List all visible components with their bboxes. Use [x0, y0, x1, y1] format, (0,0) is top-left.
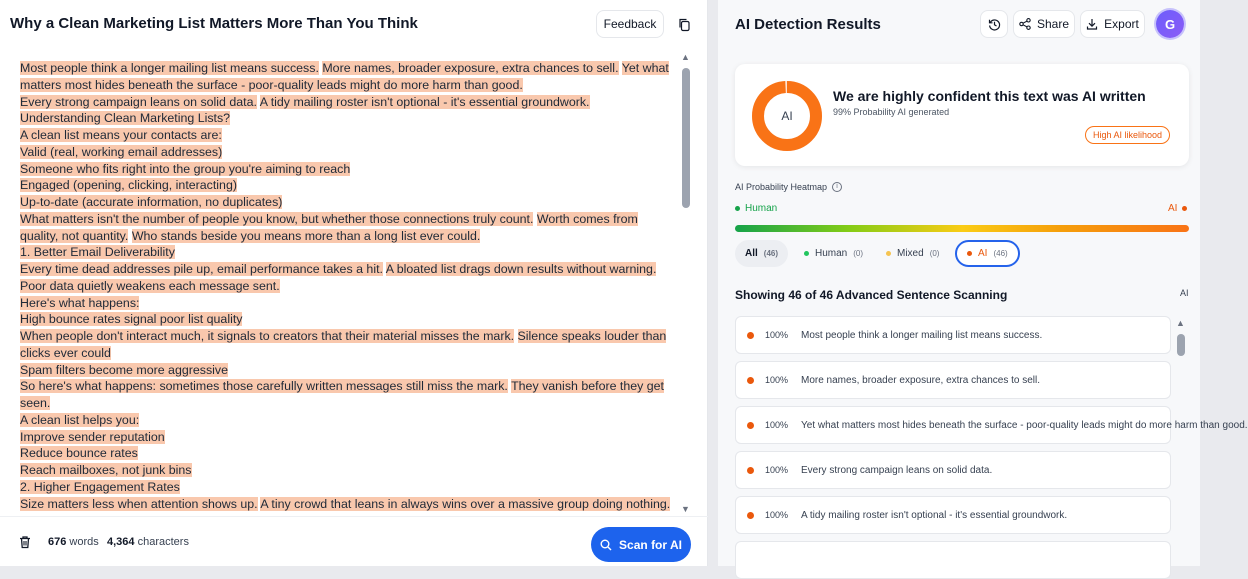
- character-count-value: 4,364: [107, 536, 135, 548]
- ai-dot-icon: [747, 332, 754, 339]
- document-paragraph: [20, 110, 675, 127]
- info-icon[interactable]: i: [832, 182, 842, 192]
- ai-end-label: AI: [1168, 203, 1178, 214]
- sentence-row[interactable]: [735, 316, 1171, 354]
- sentence-text: Yet what matters most hides beneath the surface - poor-quality leads might do more harm than good.: [801, 419, 1248, 431]
- heatmap-ai-end: [1168, 203, 1187, 214]
- highlighted-sentence: Every strong campaign leans on solid data.: [20, 94, 257, 109]
- results-title: AI Detection Results: [735, 16, 881, 33]
- scroll-thumb[interactable]: [1177, 334, 1185, 356]
- highlighted-sentence: Spam filters become more aggressive: [20, 362, 228, 377]
- export-label: Export: [1104, 17, 1139, 31]
- highlighted-sentence: So here's what happens: sometimes those carefully written messages still miss the mark.: [20, 379, 508, 394]
- highlighted-sentence: Worth comes from quality, not quantity.: [20, 211, 638, 243]
- highlighted-sentence: 2. Higher Engagement Rates: [20, 479, 180, 494]
- document-paragraph: [20, 177, 675, 194]
- share-label: Share: [1036, 17, 1070, 31]
- sentence-percent: 100%: [765, 510, 789, 520]
- sentence-percent: 100%: [765, 375, 789, 385]
- mixed-dot-icon: [886, 251, 891, 256]
- tab-ai-count: (46): [993, 249, 1008, 258]
- ai-dot-icon: [747, 467, 754, 474]
- document-paragraph: [20, 445, 675, 462]
- document-paragraph: [20, 362, 675, 379]
- sentence-row[interactable]: [735, 541, 1171, 579]
- ai-dot-icon: [1182, 206, 1187, 211]
- document-paragraph: [20, 295, 675, 312]
- document-paragraph: [20, 261, 675, 295]
- highlighted-sentence: When people don't interact much, it signals to creators that their material misses the mark.: [20, 329, 515, 343]
- download-icon: [1086, 18, 1098, 30]
- highlighted-sentence: What matters isn't the number of people you know, but whether those connections truly count.: [20, 211, 534, 226]
- editor-scrollbar[interactable]: [680, 52, 692, 514]
- sentence-scrollbar[interactable]: [1174, 318, 1188, 566]
- highlighted-sentence: Engaged (opening, clicking, interacting): [20, 178, 237, 193]
- document-paragraph: [20, 211, 675, 245]
- highlighted-sentence: A tiny crowd that leans in always wins over a massive group doing nothing.: [260, 496, 671, 511]
- tab-mixed-label: Mixed: [897, 248, 924, 259]
- tab-all-count: (46): [763, 249, 779, 258]
- tab-human[interactable]: [794, 240, 873, 267]
- user-avatar[interactable]: G: [1156, 10, 1184, 38]
- tab-mixed-count: (0): [929, 249, 940, 258]
- highlighted-sentence: A tidy mailing roster isn't optional - it's essential groundwork.: [259, 94, 590, 109]
- highlighted-sentence: Here's what happens:: [20, 295, 140, 310]
- word-count: [48, 536, 99, 548]
- highlighted-sentence: Yet what matters most hides beneath the surface - poor-quality leads might do more harm than good.: [20, 61, 669, 92]
- editor-header: [0, 0, 708, 48]
- heatmap-human-end: [735, 203, 777, 214]
- tab-mixed[interactable]: [876, 240, 949, 267]
- highlighted-sentence: Silence speaks louder than clicks ever could: [20, 329, 667, 360]
- highlighted-sentence: A bloated list drags down results without warning.: [385, 262, 657, 276]
- editor-footer: [0, 516, 708, 566]
- sentence-text: More names, broader exposure, extra chances to sell.: [801, 374, 1041, 386]
- document-paragraph: [20, 144, 675, 161]
- ai-column-label: AI: [1180, 288, 1189, 298]
- sentence-text: A tidy mailing roster isn't optional - it's essential groundwork.: [801, 509, 1068, 521]
- sentence-text: Most people think a longer mailing list means success.: [801, 329, 1043, 341]
- ai-dot-icon: [747, 422, 754, 429]
- export-button[interactable]: [1080, 10, 1145, 38]
- human-dot-icon: [804, 251, 809, 256]
- scroll-down-icon[interactable]: ▼: [681, 504, 690, 514]
- probability-text: 99% Probability AI generated: [833, 107, 950, 117]
- scan-button-label: Scan for AI: [619, 537, 682, 552]
- highlighted-sentence: A clean list means your contacts are:: [20, 128, 222, 142]
- document-paragraph: [20, 311, 675, 328]
- verdict-text: We are highly confident this text was AI written: [833, 88, 1146, 104]
- document-paragraph: [20, 462, 675, 479]
- tab-human-count: (0): [853, 249, 864, 258]
- result-summary-card: [735, 64, 1189, 166]
- sentence-percent: 100%: [765, 420, 789, 430]
- share-button[interactable]: [1013, 10, 1075, 38]
- highlighted-sentence: Someone who fits right into the group you're aiming to reach: [20, 161, 351, 176]
- document-paragraph: [20, 60, 675, 94]
- tab-ai[interactable]: [955, 240, 1020, 267]
- tab-all[interactable]: [735, 240, 788, 267]
- document-paragraph: [20, 244, 675, 261]
- sentence-percent: 100%: [765, 465, 789, 475]
- highlighted-sentence: Most people think a longer mailing list means success.: [20, 61, 319, 75]
- history-icon: [988, 18, 1001, 31]
- highlighted-sentence: Reduce bounce rates: [20, 446, 138, 461]
- copy-button[interactable]: [672, 10, 696, 38]
- scan-for-ai-button[interactable]: [591, 527, 691, 562]
- document-paragraph: [20, 94, 675, 111]
- document-paragraph: [20, 479, 675, 496]
- human-end-label: Human: [745, 203, 778, 214]
- document-paragraph: [20, 328, 675, 362]
- highlighted-sentence: Reach mailboxes, not junk bins: [20, 463, 192, 477]
- heatmap-bar: [735, 225, 1189, 232]
- document-paragraph: [20, 194, 675, 211]
- character-count: [107, 536, 189, 548]
- highlighted-sentence: Every time dead addresses pile up, email performance takes a hit.: [20, 262, 383, 276]
- document-paragraph: [20, 161, 675, 178]
- highlighted-sentence: Size matters less when attention shows up.: [20, 496, 258, 511]
- heatmap-heading: [735, 182, 842, 192]
- ai-dot-icon: [967, 251, 972, 256]
- document-paragraph: [20, 378, 675, 412]
- document-paragraph: [20, 496, 675, 513]
- document-title: Why a Clean Marketing List Matters More Than You Think: [10, 15, 418, 32]
- search-icon: [600, 539, 612, 551]
- sentence-list-heading: Showing 46 of 46 Advanced Sentence Scanning: [735, 288, 1008, 302]
- highlighted-sentence: Improve sender reputation: [20, 429, 165, 444]
- sentence-row[interactable]: [735, 406, 1248, 444]
- document-paragraph: [20, 127, 675, 144]
- scroll-up-icon[interactable]: ▲: [1176, 318, 1185, 328]
- feedback-button[interactable]: Feedback: [596, 10, 664, 38]
- word-count-value: 676: [48, 536, 67, 548]
- tab-all-label: All: [745, 248, 758, 259]
- trash-icon[interactable]: [18, 535, 32, 549]
- tab-ai-label: AI: [978, 248, 988, 259]
- character-count-label: characters: [137, 536, 189, 548]
- highlighted-sentence: A clean list helps you:: [20, 412, 140, 427]
- word-count-label: words: [69, 536, 99, 548]
- history-button[interactable]: [980, 10, 1008, 38]
- sentence-percent: 100%: [765, 330, 789, 340]
- likelihood-badge: High AI likelihood: [1085, 126, 1170, 144]
- gauge-label: AI: [781, 109, 793, 123]
- tab-human-label: Human: [815, 248, 848, 259]
- ai-dot-icon: [747, 377, 754, 384]
- ai-dot-icon: [747, 512, 754, 519]
- document-text[interactable]: [20, 60, 675, 515]
- highlighted-sentence: Poor data quietly weakens each message sent.: [20, 278, 280, 293]
- sentence-row[interactable]: [735, 496, 1171, 534]
- results-panel: [718, 0, 1248, 566]
- sentence-text: Every strong campaign leans on solid data.: [801, 464, 993, 476]
- highlighted-sentence: 1. Better Email Deliverability: [20, 245, 175, 260]
- highlighted-sentence: More names, broader exposure, extra chances to sell.: [322, 61, 619, 75]
- heatmap-label: AI Probability Heatmap: [735, 182, 828, 192]
- highlighted-sentence: Valid (real, working email addresses): [20, 144, 223, 159]
- highlighted-sentence: Up-to-date (accurate information, no duplicates): [20, 195, 283, 209]
- sentence-row[interactable]: [735, 451, 1171, 489]
- document-paragraph: [20, 412, 675, 429]
- document-paragraph: [20, 429, 675, 446]
- share-icon: [1019, 18, 1031, 30]
- scroll-up-icon[interactable]: ▲: [681, 52, 690, 62]
- copy-icon: [678, 18, 690, 31]
- scroll-thumb[interactable]: [682, 68, 690, 208]
- highlighted-sentence: Who stands beside you means more than a long list ever could.: [131, 228, 481, 243]
- human-dot-icon: [735, 206, 740, 211]
- highlighted-sentence: High bounce rates signal poor list quality: [20, 312, 243, 327]
- highlighted-sentence: They vanish before they get seen.: [20, 379, 665, 410]
- sentence-list: [735, 316, 1248, 566]
- highlighted-sentence: Understanding Clean Marketing Lists?: [20, 111, 231, 126]
- sentence-row[interactable]: [735, 361, 1171, 399]
